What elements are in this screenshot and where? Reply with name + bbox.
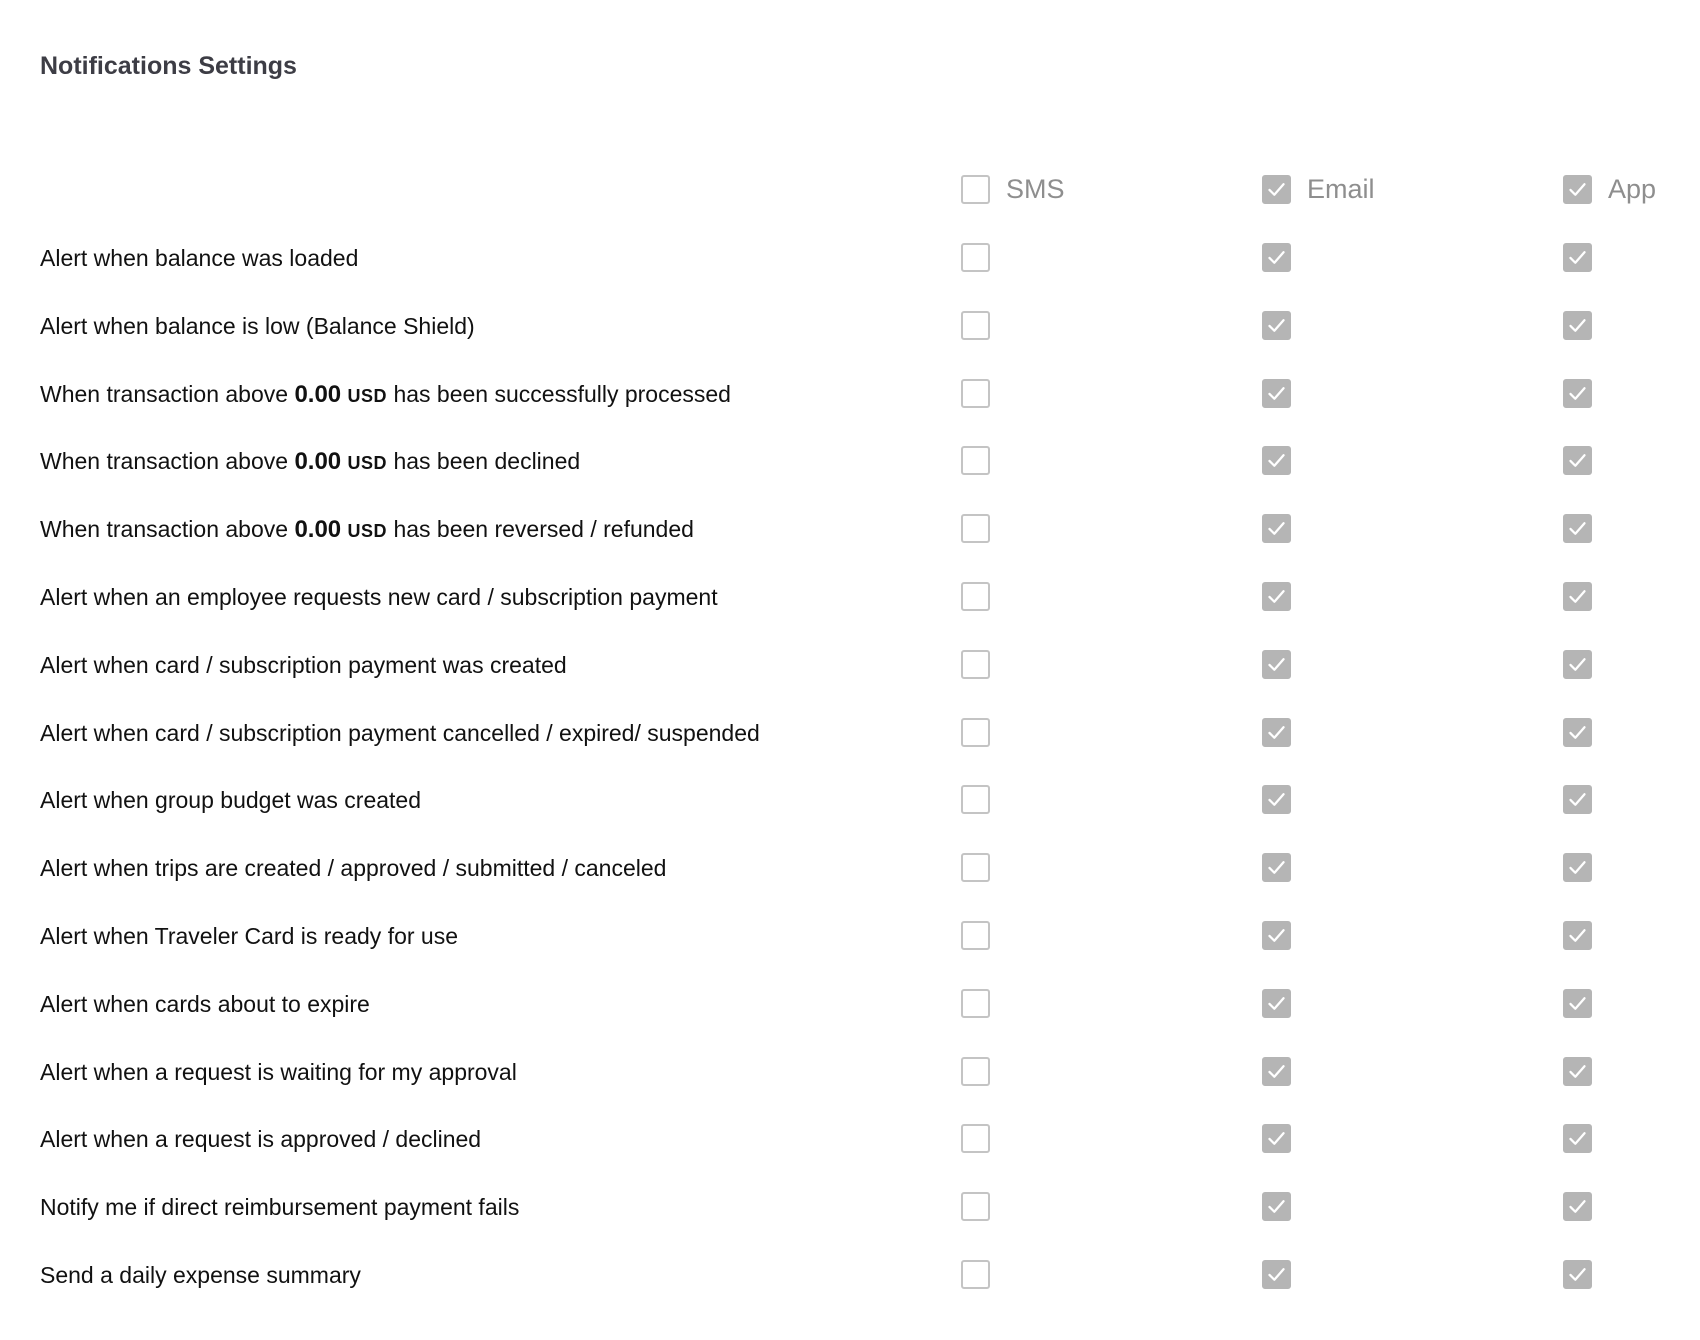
app-checkbox[interactable] <box>1563 650 1592 679</box>
app-checkbox[interactable] <box>1563 1192 1592 1221</box>
check-icon <box>1266 586 1287 607</box>
sms-checkbox[interactable] <box>961 243 990 272</box>
sms-checkbox[interactable] <box>961 921 990 950</box>
app-checkbox[interactable] <box>1563 1057 1592 1086</box>
email-checkbox[interactable] <box>1262 650 1291 679</box>
email-checkbox[interactable] <box>1262 1260 1291 1289</box>
notification-row <box>0 562 1700 630</box>
notification-row <box>0 698 1700 766</box>
notification-label: Alert when a request is waiting for my approval <box>40 1058 517 1085</box>
sms-checkbox[interactable] <box>961 650 990 679</box>
sms-column-header[interactable] <box>961 174 1065 204</box>
check-icon <box>1567 383 1588 404</box>
app-checkbox[interactable] <box>1563 718 1592 747</box>
app-checkbox[interactable] <box>1563 311 1592 340</box>
sms-checkbox[interactable] <box>961 379 990 408</box>
sms-checkbox[interactable] <box>961 582 990 611</box>
label-prefix: When transaction above <box>40 516 295 543</box>
check-icon <box>1567 315 1588 336</box>
label-suffix: has been reversed / refunded <box>387 516 694 543</box>
check-icon <box>1567 179 1588 200</box>
app-checkbox[interactable] <box>1563 582 1592 611</box>
notification-row <box>0 359 1700 427</box>
email-checkbox[interactable] <box>1262 582 1291 611</box>
app-select-all-checkbox[interactable] <box>1563 175 1592 204</box>
email-checkbox[interactable] <box>1262 921 1291 950</box>
check-icon <box>1567 450 1588 471</box>
notification-label: Alert when group budget was created <box>40 787 422 814</box>
email-checkbox[interactable] <box>1262 1192 1291 1221</box>
sms-select-all-checkbox[interactable] <box>961 175 990 204</box>
check-icon <box>1567 247 1588 268</box>
email-checkbox[interactable] <box>1262 989 1291 1018</box>
check-icon <box>1266 1264 1287 1285</box>
app-checkbox[interactable] <box>1563 1124 1592 1153</box>
check-icon <box>1266 247 1287 268</box>
label-prefix: When transaction above <box>40 380 295 407</box>
check-icon <box>1567 722 1588 743</box>
threshold-currency: USD <box>347 453 388 474</box>
threshold-amount: 0.00 <box>294 516 342 544</box>
notification-label: Alert when an employee requests new card / subscription payment <box>40 583 718 610</box>
email-column-header[interactable] <box>1262 174 1375 204</box>
sms-checkbox[interactable] <box>961 446 990 475</box>
check-icon <box>1567 1061 1588 1082</box>
sms-checkbox[interactable] <box>961 1057 990 1086</box>
notification-row <box>0 630 1700 698</box>
sms-checkbox[interactable] <box>961 785 990 814</box>
email-checkbox[interactable] <box>1262 853 1291 882</box>
check-icon <box>1266 925 1287 946</box>
notification-label: Alert when card / subscription payment cancelled / expired/ suspended <box>40 719 760 746</box>
notification-row <box>0 1104 1700 1172</box>
notification-row <box>0 1240 1700 1308</box>
label-prefix: When transaction above <box>40 448 295 475</box>
check-icon <box>1567 1196 1588 1217</box>
threshold-currency: USD <box>347 385 388 406</box>
check-icon <box>1266 1128 1287 1149</box>
threshold-amount: 0.00 <box>294 448 342 476</box>
notification-row <box>0 494 1700 562</box>
email-checkbox[interactable] <box>1262 1124 1291 1153</box>
check-icon <box>1266 450 1287 471</box>
check-icon <box>1266 789 1287 810</box>
notification-label: Alert when balance is low (Balance Shield) <box>40 312 475 339</box>
app-checkbox[interactable] <box>1563 446 1592 475</box>
notification-label <box>40 448 580 476</box>
check-icon <box>1567 1264 1588 1285</box>
notification-label: Alert when a request is approved / declined <box>40 1126 482 1153</box>
sms-checkbox[interactable] <box>961 989 990 1018</box>
threshold-amount: 0.00 <box>294 380 342 408</box>
notification-row <box>0 1172 1700 1240</box>
email-checkbox[interactable] <box>1262 785 1291 814</box>
notification-row <box>0 901 1700 969</box>
notification-label: Send a daily expense summary <box>40 1261 361 1288</box>
check-icon <box>1567 518 1588 539</box>
app-checkbox[interactable] <box>1563 1260 1592 1289</box>
notification-row <box>0 291 1700 359</box>
sms-checkbox[interactable] <box>961 514 990 543</box>
label-suffix: has been successfully processed <box>387 380 731 407</box>
notification-list <box>0 223 1700 1308</box>
notification-label: Alert when Traveler Card is ready for use <box>40 922 459 949</box>
label-suffix: has been declined <box>387 448 581 475</box>
check-icon <box>1266 518 1287 539</box>
check-icon <box>1266 383 1287 404</box>
check-icon <box>1567 857 1588 878</box>
notification-label: Alert when cards about to expire <box>40 990 370 1017</box>
app-checkbox[interactable] <box>1563 379 1592 408</box>
check-icon <box>1567 925 1588 946</box>
email-checkbox[interactable] <box>1262 446 1291 475</box>
check-icon <box>1266 1061 1287 1082</box>
notification-row <box>0 426 1700 494</box>
check-icon <box>1567 1128 1588 1149</box>
notification-row <box>0 223 1700 291</box>
app-checkbox[interactable] <box>1563 514 1592 543</box>
check-icon <box>1266 1196 1287 1217</box>
check-icon <box>1266 654 1287 675</box>
check-icon <box>1266 315 1287 336</box>
sms-checkbox[interactable] <box>961 1192 990 1221</box>
threshold-currency: USD <box>347 521 388 542</box>
sms-column-label: SMS <box>1006 173 1065 204</box>
email-checkbox[interactable] <box>1262 243 1291 272</box>
app-checkbox[interactable] <box>1563 243 1592 272</box>
check-icon <box>1266 857 1287 878</box>
email-checkbox[interactable] <box>1262 1057 1291 1086</box>
email-checkbox[interactable] <box>1262 718 1291 747</box>
app-column-header[interactable] <box>1563 174 1656 204</box>
app-checkbox[interactable] <box>1563 853 1592 882</box>
check-icon <box>1567 586 1588 607</box>
email-checkbox[interactable] <box>1262 311 1291 340</box>
notification-row <box>0 1037 1700 1105</box>
check-icon <box>1567 654 1588 675</box>
notification-label: Notify me if direct reimbursement payment fails <box>40 1194 520 1221</box>
notification-row <box>0 833 1700 901</box>
email-checkbox[interactable] <box>1262 514 1291 543</box>
email-checkbox[interactable] <box>1262 379 1291 408</box>
check-icon <box>1567 993 1588 1014</box>
check-icon <box>1567 789 1588 810</box>
sms-checkbox[interactable] <box>961 1124 990 1153</box>
sms-checkbox[interactable] <box>961 718 990 747</box>
email-select-all-checkbox[interactable] <box>1262 175 1291 204</box>
check-icon <box>1266 179 1287 200</box>
page-title: Notifications Settings <box>40 52 297 80</box>
notification-label <box>40 381 731 409</box>
notification-label: Alert when card / subscription payment was created <box>40 651 567 678</box>
app-checkbox[interactable] <box>1563 921 1592 950</box>
notification-row <box>0 969 1700 1037</box>
notification-label <box>40 516 694 544</box>
sms-checkbox[interactable] <box>961 1260 990 1289</box>
check-icon <box>1266 993 1287 1014</box>
channel-header-row <box>0 160 1700 216</box>
email-column-label: Email <box>1307 173 1375 204</box>
notification-row <box>0 765 1700 833</box>
app-column-label: App <box>1608 173 1657 204</box>
notification-label: Alert when balance was loaded <box>40 245 359 271</box>
sms-checkbox[interactable] <box>961 311 990 340</box>
notification-label: Alert when trips are created / approved / submitted / canceled <box>40 855 667 882</box>
app-checkbox[interactable] <box>1563 785 1592 814</box>
sms-checkbox[interactable] <box>961 853 990 882</box>
app-checkbox[interactable] <box>1563 989 1592 1018</box>
check-icon <box>1266 722 1287 743</box>
